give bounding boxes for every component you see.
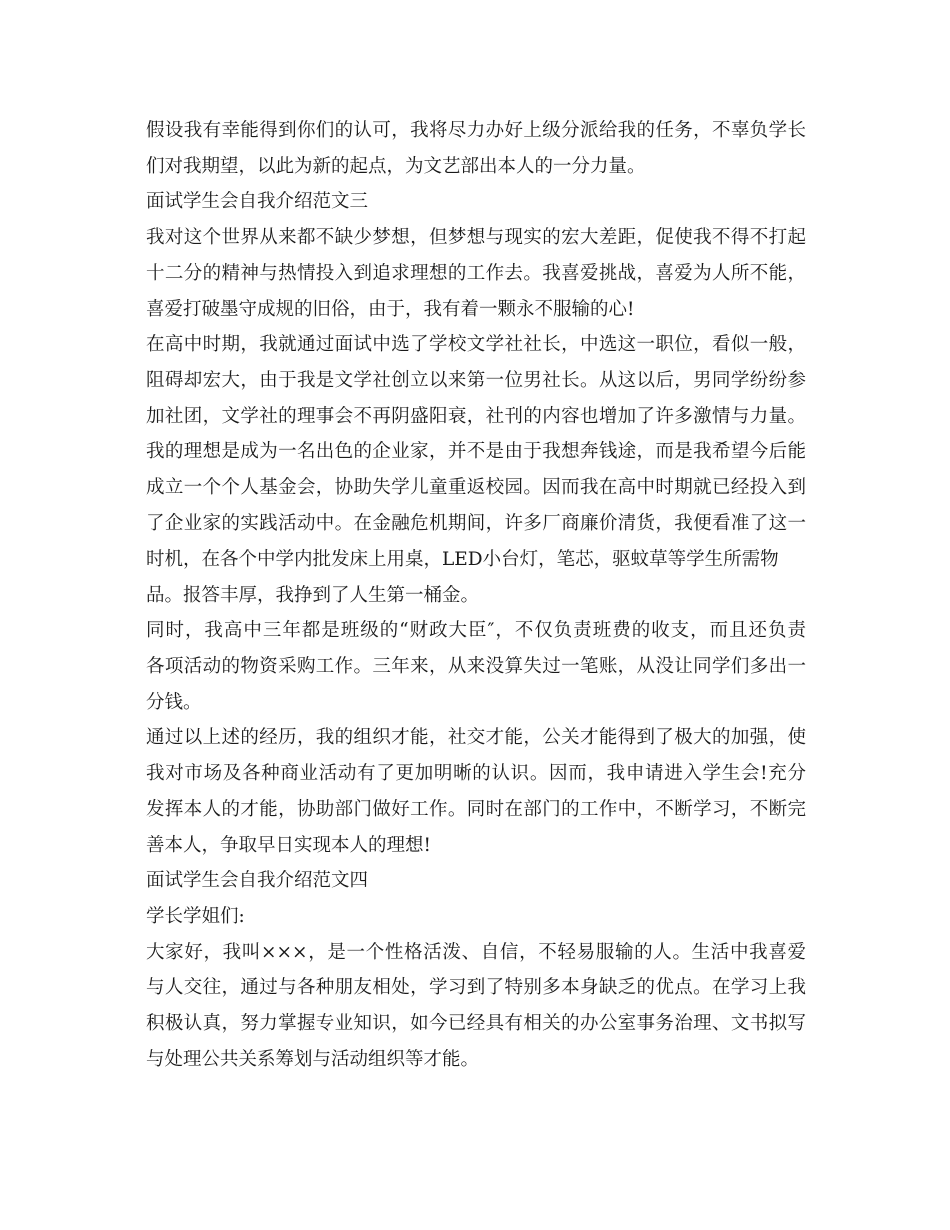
text-line: 各项活动的物资采购工作。三年来，从来没算失过一笔账，从没让同学们多出一 (146, 656, 806, 677)
text-line: 大家好，我叫×××，是一个性格活泼、自信，不轻易服输的人。生活中我喜爱 (146, 942, 806, 963)
text-line: 通过以上述的经历，我的组织才能，社交才能，公关才能得到了极大的加强，使 (146, 727, 806, 748)
text-line: 喜爱打破墨守成规的旧俗，由于，我有着一颗永不服输的心! (146, 299, 635, 320)
text-line: 假设我有幸能得到你们的认可，我将尽力办好上级分派给我的任务，不辜负学长 (146, 120, 806, 141)
text-line: 善本人，争取早日实现本人的理想! (146, 835, 431, 856)
text-line: 积极认真，努力掌握专业知识，如今已经具有相关的办公室事务治理、文书拟写 (146, 1013, 806, 1034)
text-line: 我对市场及各种商业活动有了更加明晰的认识。因而，我申请进入学生会!充分 (146, 763, 806, 784)
text-line: 发挥本人的才能，协助部门做好工作。同时在部门的工作中，不断学习，不断完 (146, 799, 806, 820)
salutation: 学长学姐们: (146, 906, 245, 927)
text-line: 分钱。 (146, 692, 202, 713)
text-line: 同时，我高中三年都是班级的“财政大臣″，不仅负责班费的收支，而且还负责 (146, 620, 806, 641)
text-line: 了企业家的实践活动中。在金融危机期间，许多厂商廉价清货，我便看准了这一 (146, 513, 806, 534)
text-line: 成立一个个人基金会，协助失学儿童重返校园。因而我在高中时期就已经投入到 (146, 477, 806, 498)
document-page (146, 0, 806, 1230)
text-line: 加社团，文学社的理事会不再阴盛阳衰，社刊的内容也增加了许多激情与力量。 (146, 406, 806, 427)
text-line: 阻碍却宏大，由于我是文学社创立以来第一位男社长。从这以后，男同学纷纷参 (146, 370, 806, 391)
text-line: 品。报答丰厚，我挣到了人生第一桶金。 (146, 585, 480, 606)
text-line: 与处理公共关系筹划与活动组织等才能。 (146, 1049, 480, 1070)
text-line: 们对我期望，以此为新的起点，为文艺部出本人的一分力量。 (146, 156, 646, 177)
text-line: 时机，在各个中学内批发床上用桌，LED小台灯，笔芯，驱蚊草等学生所需物 (146, 549, 779, 570)
text-line: 在高中时期，我就通过面试中选了学校文学社社长，中选这一职位，看似一般， (146, 334, 806, 355)
text-line: 十二分的精神与热情投入到追求理想的工作去。我喜爱挑战，喜爱为人所不能， (146, 263, 806, 284)
text-line: 我的理想是成为一名出色的企业家，并不是由于我想奔钱途，而是我希望今后能 (146, 441, 806, 462)
section-heading: 面试学生会自我介绍范文三 (146, 191, 369, 212)
section-heading: 面试学生会自我介绍范文四 (146, 870, 369, 891)
text-line: 我对这个世界从来都不缺少梦想，但梦想与现实的宏大差距，促使我不得不打起 (146, 227, 806, 248)
text-line: 与人交往，通过与各种朋友相处，学习到了特别多本身缺乏的优点。在学习上我 (146, 977, 806, 998)
